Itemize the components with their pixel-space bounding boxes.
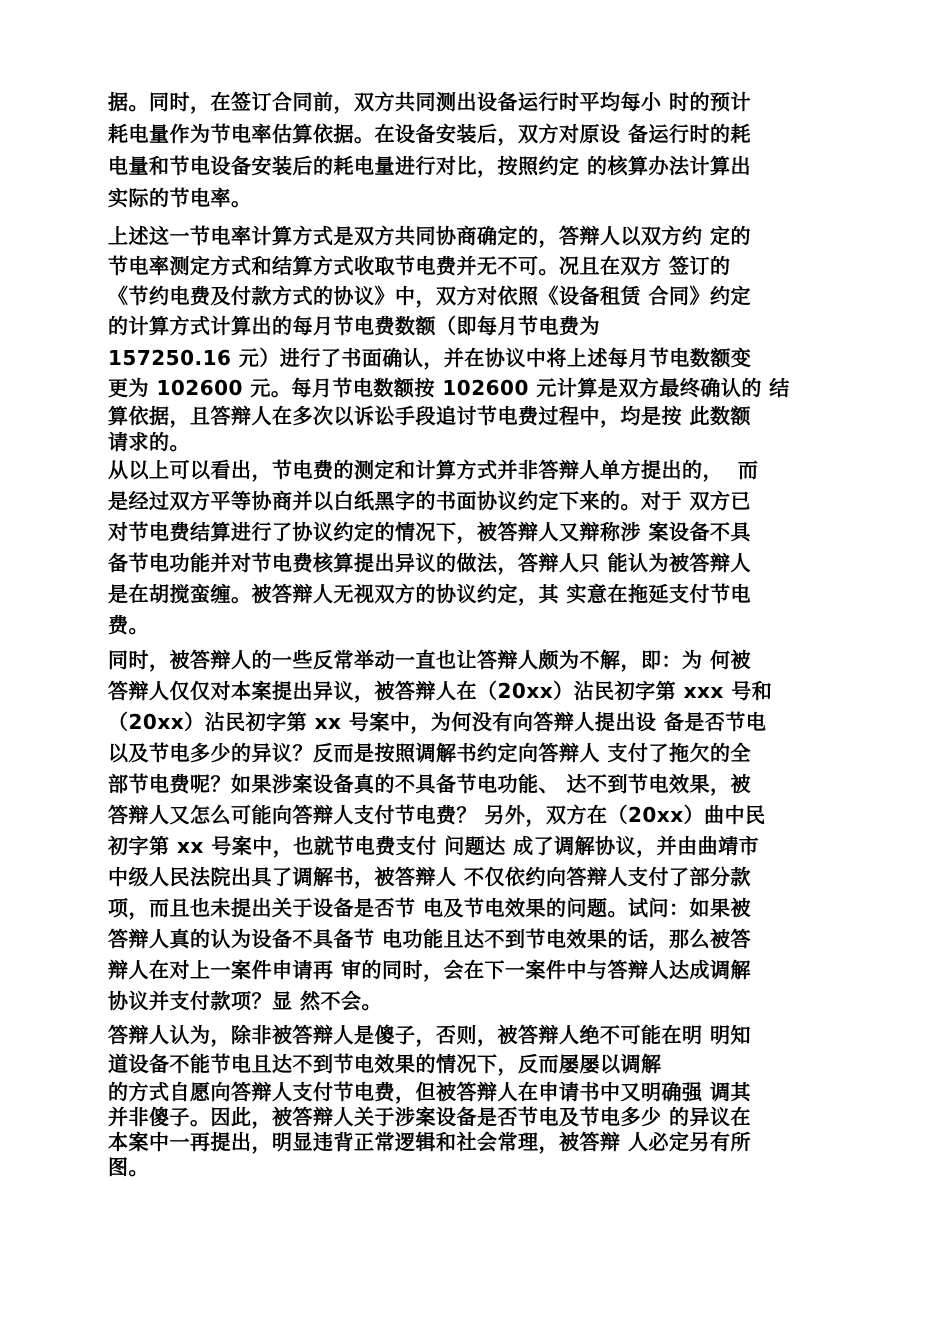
paragraph-2-line-4: 的计算方式计算出的每月节电费数额（即每月节电费为 [108, 314, 600, 338]
paragraph-3-line-5: 是在胡搅蛮缠。被答辩人无视双方的协议约定，其 实意在拖延支付节电 [108, 582, 751, 606]
paragraph-2-line-3: 《节约电费及付款方式的协议》中，双方对依照《设备租赁 合同》约定 [108, 284, 751, 308]
paragraph-5-line-4: 并非傻子。因此，被答辩人关于涉案设备是否节电及节电多少 的异议在 [108, 1105, 751, 1129]
paragraph-4-line-12: 协议并支付款项？显 然不会。 [108, 989, 382, 1013]
paragraph-2-line-6: 更为 102600 元。每月节电数额按 102600 元计算是双方最终确认的 结 [108, 376, 790, 400]
paragraph-2-line-5: 157250.16 元）进行了书面确认，并在协议中将上述每月节电数额变 [108, 346, 752, 370]
paragraph-4-line-7: 初字第 xx 号案中，也就节电费支付 问题达 成了调解协议，并由曲靖市 [108, 834, 760, 858]
paragraph-1-line-4: 实际的节电率。 [108, 186, 252, 210]
paragraph-4-line-9: 项，而且也未提出关于设备是否节 电及节电效果的问题。试问：如果被 [108, 896, 751, 920]
paragraph-4-line-3: （20xx）沾民初字第 xx 号案中，为何没有向答辩人提出设 备是否节电 [108, 710, 767, 734]
paragraph-4-line-1: 同时，被答辩人的一些反常举动一直也让答辩人颇为不解，即：为 何被 [108, 648, 751, 672]
paragraph-4-line-5: 部节电费呢？如果涉案设备真的不具备节电功能、 达不到节电效果，被 [108, 772, 751, 796]
paragraph-4-line-11: 辩人在对上一案件申请再 审的同时，会在下一案件中与答辩人达成调解 [108, 958, 751, 982]
paragraph-2-line-1: 上述这一节电率计算方式是双方共同协商确定的，答辩人以双方约 定的 [108, 224, 751, 248]
paragraph-4-line-8: 中级人民法院出具了调解书，被答辩人 不仅依约向答辩人支付了部分款 [108, 865, 751, 889]
paragraph-3-line-3: 对节电费结算进行了协议约定的情况下，被答辩人又辩称涉 案设备不具 [108, 520, 751, 544]
paragraph-5-line-5: 本案中一再提出，明显违背正常逻辑和社会常理，被答辩 人必定另有所 [108, 1130, 751, 1154]
paragraph-1-line-1: 据。同时，在签订合同前，双方共同测出设备运行时平均每小 时的预计 [108, 90, 751, 114]
paragraph-5-line-2: 道设备不能节电且达不到节电效果的情况下，反而屡屡以调解 [108, 1052, 662, 1076]
paragraph-1-line-2: 耗电量作为节电率估算依据。在设备安装后，双方对原设 备运行时的耗 [108, 122, 751, 146]
paragraph-4-line-6: 答辩人又怎么可能向答辩人支付节电费？ 另外，双方在（20xx）曲中民 [108, 803, 766, 827]
paragraph-2-line-2: 节电率测定方式和结算方式收取节电费并无不可。况且在双方 签订的 [108, 254, 731, 278]
paragraph-4-line-10: 答辩人真的认为设备不具备节 电功能且达不到节电效果的话，那么被答 [108, 927, 751, 951]
paragraph-2-line-8: 请求的。 [108, 430, 190, 454]
paragraph-1-line-3: 电量和节电设备安装后的耗电量进行对比，按照约定 的核算办法计算出 [108, 154, 751, 178]
paragraph-4-line-4: 以及节电多少的异议？反而是按照调解书约定向答辩人 支付了拖欠的全 [108, 741, 751, 765]
paragraph-4-line-2: 答辩人仅仅对本案提出异议，被答辩人在（20xx）沾民初字第 xxx 号和 [108, 679, 773, 703]
paragraph-3-line-2: 是经过双方平等协商并以白纸黑字的书面协议约定下来的。对于 双方已 [108, 489, 751, 513]
paragraph-5-line-3: 的方式自愿向答辩人支付节电费，但被答辩人在申请书中又明确强 调其 [108, 1080, 751, 1104]
paragraph-2-line-7: 算依据，且答辩人在多次以诉讼手段追讨节电费过程中，均是按 此数额 [108, 404, 751, 428]
paragraph-3-line-4: 备节电功能并对节电费核算提出异议的做法，答辩人只 能认为被答辩人 [108, 551, 751, 575]
paragraph-3-line-6: 费。 [108, 613, 149, 637]
paragraph-3-line-1: 从以上可以看出，节电费的测定和计算方式并非答辩人单方提出的， 而 [108, 458, 759, 482]
paragraph-5-line-6: 图。 [108, 1155, 149, 1179]
paragraph-5-line-1: 答辩人认为，除非被答辩人是傻子，否则，被答辩人绝不可能在明 明知 [108, 1023, 751, 1047]
